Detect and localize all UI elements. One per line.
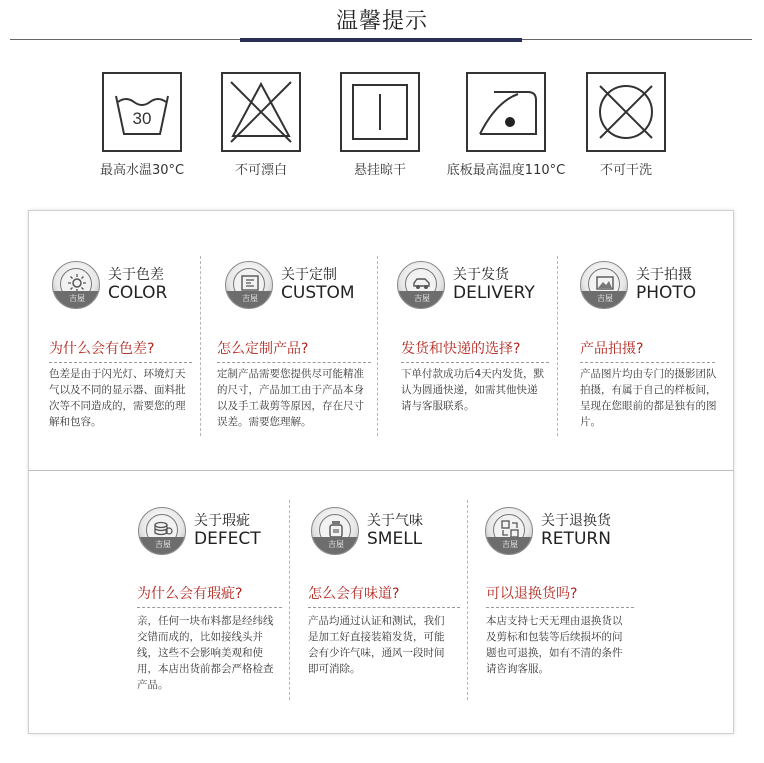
badge-text: 吉屋 (581, 291, 628, 308)
topic-answer: 产品均通过认证和测试，我们是加工好直接装箱发货，可能会有少许气味，通风一段时间即可消除。 (308, 615, 445, 675)
topic-title-en: DELIVERY (453, 283, 535, 303)
topic-question: 为什么会有瑕疵? (137, 583, 282, 608)
care-item-wash (82, 72, 202, 178)
topic-question: 怎么定制产品? (217, 338, 371, 363)
topic-question: 为什么会有色差? (49, 338, 192, 363)
topic-title-en: RETURN (541, 529, 611, 549)
return-icon (500, 519, 520, 539)
care-item-iron (446, 72, 566, 178)
care-item-hang (320, 72, 440, 178)
care-label-dryclean: 不可干洗 (599, 163, 652, 178)
topic-title-en: SMELL (367, 529, 423, 549)
care-item-dryclean (566, 72, 686, 178)
topic-title-cn: 关于色差 (108, 267, 164, 283)
care-label-wash: 最高水温30°C (99, 163, 185, 178)
topic-badge (138, 507, 186, 555)
wash-30-icon (102, 72, 182, 152)
topic-title-en: PHOTO (636, 283, 697, 303)
topic-title-en: DEFECT (194, 529, 261, 549)
topic-badge (311, 507, 359, 555)
topic-title-en: COLOR (108, 283, 168, 303)
coins-icon (153, 519, 173, 539)
badge-text: 吉屋 (139, 537, 186, 554)
no-dry-clean-icon (586, 72, 666, 152)
column-divider (467, 500, 468, 700)
title-underline (240, 38, 522, 42)
hang-dry-icon (340, 72, 420, 152)
topic-badge (397, 261, 445, 309)
topic-answer: 色差是由于闪光灯、环境灯天气以及不同的显示器、面料批次等不同造成的，需要您的理解和包容。 (49, 368, 186, 428)
topic-title-cn: 关于拍摄 (636, 267, 692, 283)
topic-badge (52, 261, 100, 309)
iron-110-icon (466, 72, 546, 152)
badge-text: 吉屋 (53, 291, 100, 308)
sun-icon (67, 273, 87, 293)
care-item-bleach (201, 72, 321, 178)
care-label-iron: 底板最高温度110°C (446, 163, 566, 178)
topic-title-cn: 关于定制 (281, 267, 337, 283)
topic-question: 发货和快递的选择? (401, 338, 549, 363)
topic-title-en: CUSTOM (281, 283, 355, 303)
topic-answer: 本店支持七天无理由退换货以及剪标和包装等后续损坏的问题也可退换，如有不清的条件请咨询客服。 (486, 615, 623, 675)
ruler-icon (240, 273, 260, 293)
care-label-hang: 悬挂晾干 (353, 163, 406, 178)
bottle-icon (326, 519, 346, 539)
topic-question: 产品拍摄? (580, 338, 715, 363)
page-title: 温馨提示 (335, 9, 428, 34)
wash-temp-text: 30 (132, 109, 152, 128)
topic-title-cn: 关于退换货 (541, 513, 611, 529)
topic-title-cn: 关于气味 (367, 513, 423, 529)
column-divider (289, 500, 290, 700)
column-divider (200, 256, 201, 436)
column-divider (377, 256, 378, 436)
topic-answer: 定制产品需要您提供尽可能精准的尺寸，产品加工由于产品本身以及手工裁剪等原因，存在尺寸误差。需要您理解。 (217, 368, 364, 428)
care-label-bleach: 不可漂白 (234, 163, 287, 178)
badge-text: 吉屋 (486, 537, 533, 554)
topic-badge (580, 261, 628, 309)
topic-question: 可以退换货吗? (486, 583, 634, 608)
badge-text: 吉屋 (312, 537, 359, 554)
photo-icon (595, 273, 615, 293)
topic-title-cn: 关于发货 (453, 267, 509, 283)
row-divider (28, 470, 734, 471)
topic-answer: 产品图片均由专门的摄影团队拍摄，有属于自己的样板间，呈现在您眼前的都是独有的图片。 (580, 368, 717, 428)
topic-question: 怎么会有味道? (308, 583, 460, 608)
topic-badge (485, 507, 533, 555)
topic-answer: 亲，任何一块布料都是经纬线交错而成的，比如接线头并线，这些不会影响美观和使用，本店出货前都会严格检查产品。 (137, 615, 274, 691)
badge-text: 吉屋 (398, 291, 445, 308)
badge-text: 吉屋 (226, 291, 273, 308)
no-bleach-icon (221, 72, 301, 152)
topic-title-cn: 关于瑕疵 (194, 513, 250, 529)
topic-badge (225, 261, 273, 309)
column-divider (557, 256, 558, 436)
topic-answer: 下单付款成功后4天内发货，默认为圆通快递，如需其他快递请与客服联系。 (401, 368, 545, 412)
car-icon (412, 273, 432, 293)
